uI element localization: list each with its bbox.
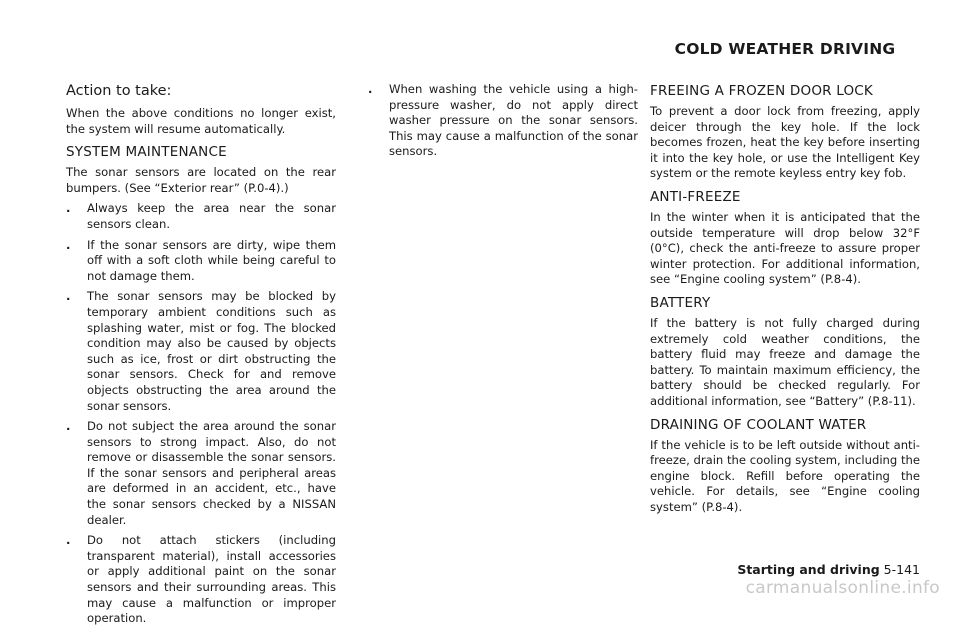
column-left [66, 82, 336, 632]
maintenance-heading: SYSTEM MAINTENANCE [66, 144, 227, 161]
anti-freeze-text: In the winter when it is anticipated that the outside temperature will drop below 32°F (0°C), check the anti-freeze to assure proper winter protection. For additional information, see “Engine cooling system” (P.8-4). [650, 209, 920, 287]
door-lock-heading: FREEING A FROZEN DOOR LOCK [650, 83, 873, 99]
battery-text: If the battery is not fully charged during extremely cold weather conditions, the battery fluid may freeze and damage the battery. To maintain maximum efficiency, the battery should be checked regularly. For additional information, see “Battery” (P.8-11). [650, 315, 920, 408]
page-number: 5-141 [883, 562, 920, 577]
bullet-icon: . [66, 533, 71, 548]
washing-bullet-list [368, 82, 638, 160]
maintenance-bullet-list [66, 201, 336, 626]
list-item-text: Always keep the area near the sonar sensors clean. [87, 201, 336, 231]
column-right [650, 82, 920, 520]
coolant-text: If the vehicle is to be left outside without anti-freeze, drain the cooling system, including the engine block. Refill before operating the vehicle. For details, see “Engine cooling system” (P.8-4). [650, 437, 920, 514]
list-item-text: Do not subject the area around the sonar sensors to strong impact. Also, do not remove or disassemble the sonar sensors. If the sonar sensors and peripheral areas are deformed in an accident, etc., have the sonar sensors checked by a NISSAN dealer. [87, 419, 336, 527]
bullet-icon: . [66, 237, 71, 252]
list-item [66, 533, 336, 627]
bullet-icon: . [66, 201, 71, 216]
bullet-icon: . [66, 419, 71, 434]
bullet-icon: . [368, 82, 373, 96]
maintenance-intro: The sonar sensors are located on the rear bumpers. (See “Exterior rear” (P.0-4).) [66, 165, 336, 195]
list-item [66, 201, 336, 232]
list-item-text: Do not attach stickers (including transparent material), install accessories or apply additional paint on the sonar sensors and their surrounding areas. This may cause a malfunction or improper operation. [87, 533, 336, 626]
section-heading: COLD WEATHER DRIVING [674, 40, 896, 58]
action-heading: Action to take: [66, 83, 172, 99]
battery-heading: BATTERY [650, 294, 711, 311]
page-footer [700, 562, 920, 577]
list-item-text: If the sonar sensors are dirty, wipe them off with a soft cloth while being careful to not damage them. [87, 237, 336, 283]
list-item [368, 82, 638, 160]
list-item [66, 289, 336, 414]
watermark: carmanualsonline.info [745, 578, 940, 598]
bullet-icon: . [66, 289, 71, 304]
column-middle [368, 82, 638, 165]
coolant-heading: DRAINING OF COOLANT WATER [650, 416, 867, 433]
door-lock-text: To prevent a door lock from freezing, apply deicer through the key hole. If the lock becomes frozen, heat the key before inserting it into the key hole, or use the Intelligent Key system or the remote keyless entry key fob. [650, 104, 920, 181]
anti-freeze-heading: ANTI-FREEZE [650, 188, 741, 205]
action-text: When the above conditions no longer exist, the system will resume automatically. [66, 106, 336, 136]
list-item [66, 419, 336, 528]
list-item-text: The sonar sensors may be blocked by temporary ambient conditions such as splashing water, mist or fog. The blocked condition may also be caused by objects such as ice, frost or dirt obstructing the sonar sensors. Check for and remove objects obstructing the area around the sonar sensors. [87, 289, 336, 413]
footer-section-label: Starting and driving [737, 562, 880, 577]
list-item-text: When washing the vehicle using a high-pressure washer, do not apply direct washer pressure on the sonar sensors. This may cause a malfunction of the sonar sensors. [389, 82, 638, 159]
list-item [66, 238, 336, 285]
